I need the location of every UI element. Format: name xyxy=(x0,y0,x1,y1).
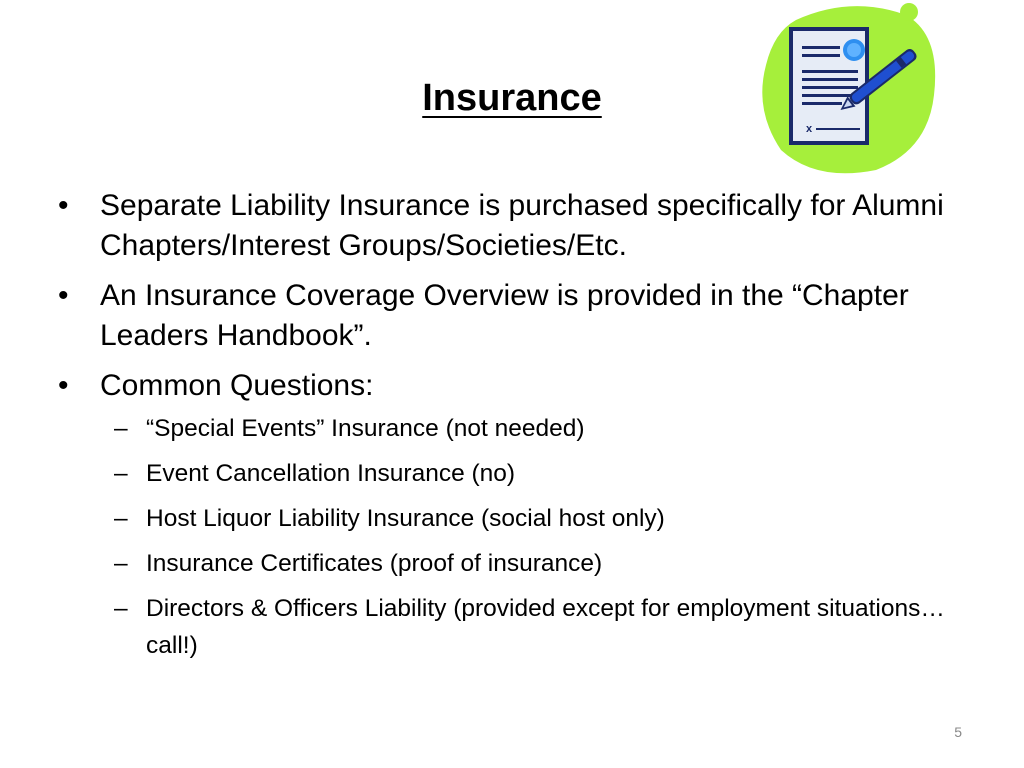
sub-bullet-text: Host Liquor Liability Insurance (social host only) xyxy=(146,505,665,532)
sub-bullet-dash: – xyxy=(114,460,128,487)
sub-bullet-text: Insurance Certificates (proof of insurance) xyxy=(146,550,603,577)
sub-bullet-list xyxy=(100,410,988,664)
sub-bullet-text: Event Cancellation Insurance (no) xyxy=(146,460,516,487)
sub-bullet-dash: – xyxy=(114,415,128,442)
document-line xyxy=(802,78,858,81)
bullet-list xyxy=(58,186,988,674)
bullet-text: Separate Liability Insurance is purchased specifically for Alumni Chapters/Interest Groups/Societies/Etc. xyxy=(100,189,944,262)
sub-bullet-text: “Special Events” Insurance (not needed) xyxy=(146,415,585,442)
signed-document-clipart xyxy=(756,0,956,180)
signed-document-with-pen-icon xyxy=(756,0,956,180)
sub-bullet-dash: – xyxy=(114,505,128,532)
bullet-dot: • xyxy=(58,189,69,222)
signature-mark: x xyxy=(806,123,813,135)
bullet-dot: • xyxy=(58,369,69,402)
bullet-dot: • xyxy=(58,279,69,312)
document-line xyxy=(802,46,840,49)
sub-bullet-item xyxy=(100,590,988,664)
seal-icon xyxy=(843,39,865,61)
sub-bullet-item xyxy=(100,410,988,447)
sub-bullet-dash: – xyxy=(114,595,128,622)
page-number: 5 xyxy=(954,724,962,740)
sub-bullet-text: Directors & Officers Liability (provided except for employment situations…call!) xyxy=(146,595,945,659)
bullet-item xyxy=(58,366,988,664)
sub-bullet-item xyxy=(100,545,988,582)
bullet-item xyxy=(58,276,988,356)
slide-title: Insurance xyxy=(422,77,602,119)
signature-line xyxy=(816,128,860,130)
sub-bullet-dash: – xyxy=(114,550,128,577)
document-line xyxy=(802,70,858,73)
document-line xyxy=(802,102,842,105)
bullet-text: An Insurance Coverage Overview is provided in the “Chapter Leaders Handbook”. xyxy=(100,279,909,352)
bullet-text: Common Questions: xyxy=(100,369,374,402)
sub-bullet-item xyxy=(100,500,988,537)
document-line xyxy=(802,54,840,57)
green-dot xyxy=(900,3,918,21)
bullet-item xyxy=(58,186,988,266)
sub-bullet-item xyxy=(100,455,988,492)
document-line xyxy=(802,86,858,89)
